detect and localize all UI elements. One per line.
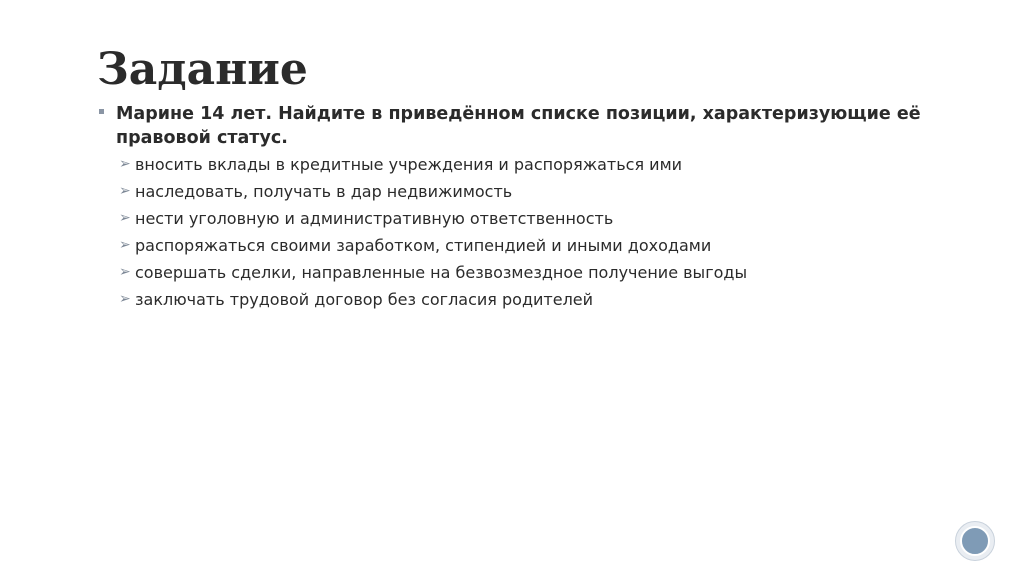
list-item	[119, 289, 927, 310]
slide-title: Задание	[97, 44, 308, 95]
option-text: вносить вклады в кредитные учреждения и распоряжаться ими	[135, 155, 683, 174]
circle-badge-icon[interactable]	[955, 521, 995, 561]
arrow-bullet-icon: ➢	[119, 183, 131, 199]
square-bullet-icon	[99, 109, 104, 114]
option-text: совершать сделки, направленные на безвозмездное получение выгоды	[135, 263, 748, 282]
option-text: заключать трудовой договор без согласия родителей	[135, 290, 594, 309]
badge-inner	[960, 526, 990, 556]
arrow-bullet-icon: ➢	[119, 210, 131, 226]
list-item	[119, 154, 927, 175]
task-text: Марине 14 лет. Найдите в приведённом списке позиции, характеризующие её правовой статус.	[116, 104, 921, 148]
list-item	[119, 262, 927, 283]
list-item	[119, 235, 927, 256]
list-item	[119, 181, 927, 202]
slide-content	[97, 102, 927, 316]
arrow-bullet-icon: ➢	[119, 156, 131, 172]
options-list	[97, 154, 927, 310]
arrow-bullet-icon: ➢	[119, 291, 131, 307]
arrow-bullet-icon: ➢	[119, 237, 131, 253]
option-text: нести уголовную и административную ответственность	[135, 209, 614, 228]
list-item	[119, 208, 927, 229]
option-text: распоряжаться своими заработком, стипендией и иными доходами	[135, 236, 712, 255]
task-item	[97, 102, 927, 150]
arrow-bullet-icon: ➢	[119, 264, 131, 280]
option-text: наследовать, получать в дар недвижимость	[135, 182, 513, 201]
